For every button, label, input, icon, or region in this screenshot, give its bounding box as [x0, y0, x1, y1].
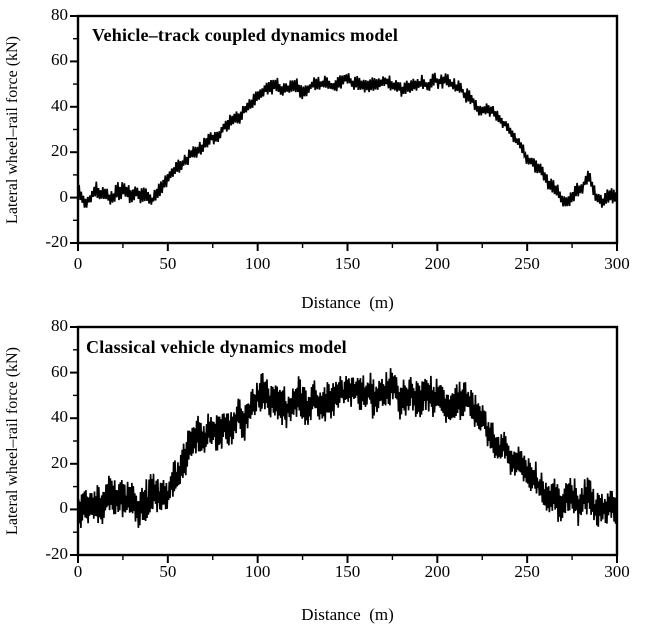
y-tick-label: 0	[59, 498, 68, 518]
y-axis-label-top: Lateral wheel–rail force (kN)	[4, 36, 21, 224]
x-tick-label: 100	[244, 562, 271, 581]
y-tick-label: 40	[51, 407, 68, 427]
y-tick-label: 20	[51, 141, 68, 161]
y-tick-label: 40	[51, 95, 68, 115]
x-tick-label: 250	[514, 254, 540, 273]
x-tick-label: 150	[334, 562, 361, 581]
x-tick-label: 200	[424, 562, 451, 581]
y-tick-label: 0	[59, 186, 68, 206]
x-tick-label: 200	[424, 254, 451, 273]
x-tick-label: 100	[244, 254, 271, 273]
plot-frame-top-panel	[78, 16, 617, 243]
plot-frame-bottom-panel	[78, 327, 617, 555]
y-axis-label-bottom: Lateral wheel–rail force (kN)	[4, 347, 21, 535]
x-tick-label: 50	[159, 254, 177, 273]
y-tick-label: -20	[45, 544, 68, 563]
y-tick-label: 80	[51, 316, 68, 335]
y-tick-label: 80	[51, 5, 68, 24]
series-line-top-panel	[78, 73, 617, 208]
x-tick-label: 0	[73, 562, 83, 581]
x-axis-label-bottom: Distance (m)	[301, 605, 394, 624]
x-axis-label-top: Distance (m)	[301, 293, 394, 312]
x-tick-label: 0	[73, 254, 83, 273]
x-tick-label: 150	[334, 254, 361, 273]
panel-title-bottom: Classical vehicle dynamics model	[86, 337, 347, 357]
x-tick-label: 300	[604, 562, 630, 581]
x-tick-label: 250	[514, 562, 540, 581]
panel-title-top: Vehicle–track coupled dynamics model	[92, 25, 399, 45]
x-tick-label: 300	[604, 254, 630, 273]
y-tick-label: 60	[51, 361, 68, 381]
y-tick-label: -20	[45, 232, 68, 251]
y-tick-label: 20	[51, 452, 68, 472]
series-line-bottom-panel	[78, 368, 617, 529]
y-tick-label: 60	[51, 50, 68, 70]
x-tick-label: 50	[159, 562, 177, 581]
